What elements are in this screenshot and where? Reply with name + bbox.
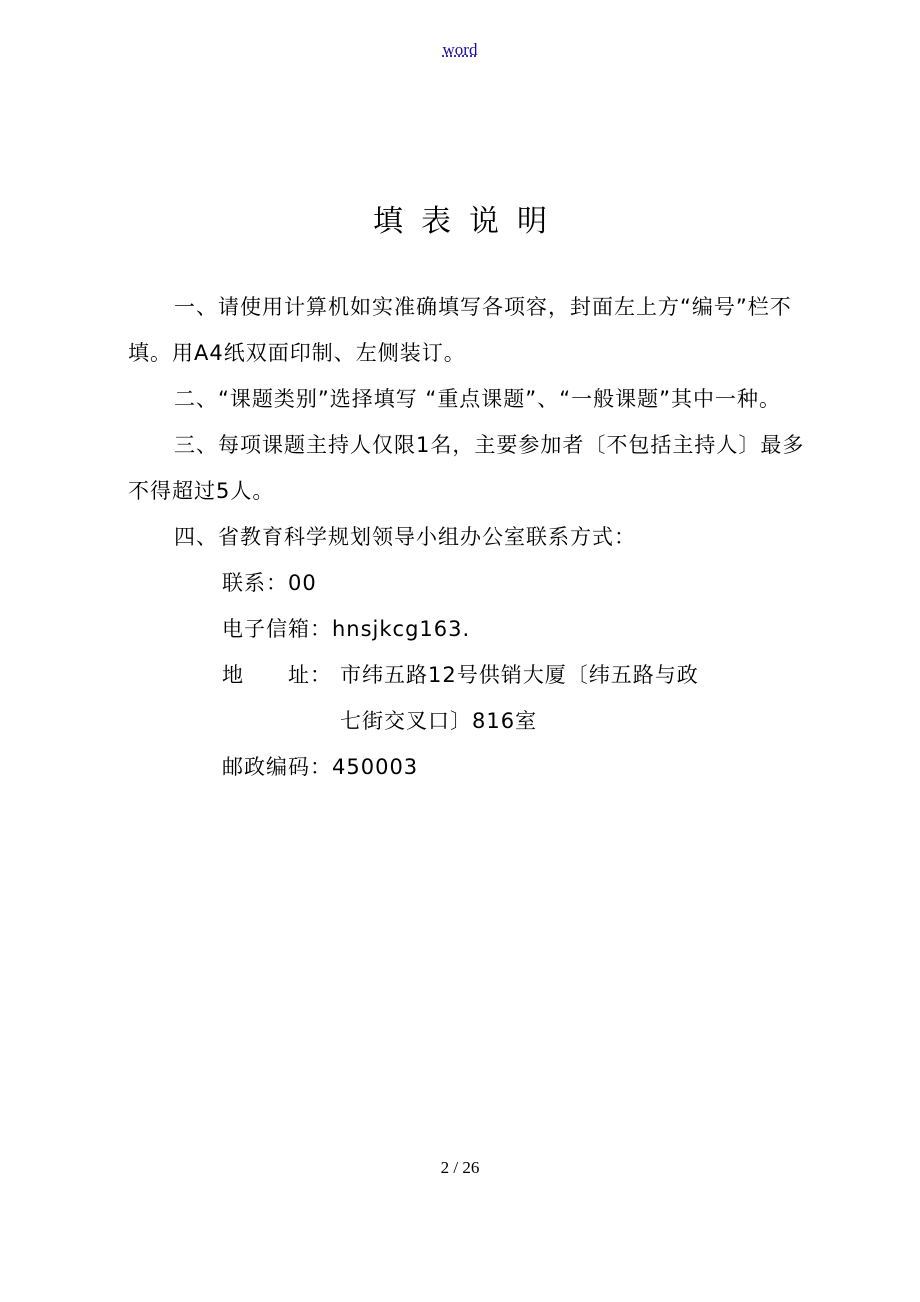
address-line-2: 七街交叉口〕816室 bbox=[340, 709, 538, 733]
contact-email: 电子信箱：hnsjkcg163. bbox=[222, 617, 471, 641]
instruction-paragraph-1: 一、请使用计算机如实准确填写各项容，封面左上方“编号”栏不填。用A4纸双面印制、左侧装订。 bbox=[128, 295, 792, 365]
header-word-link[interactable]: word bbox=[442, 40, 478, 59]
page-title: 填表说明 bbox=[373, 204, 565, 239]
page-number: 2 / 26 bbox=[440, 1158, 480, 1177]
address-label: 地 址： bbox=[222, 663, 332, 687]
contact-address bbox=[128, 652, 808, 698]
header-word-link-container bbox=[0, 40, 920, 60]
instruction-paragraph-4: 四、省教育科学规划领导小组办公室联系方式： bbox=[174, 525, 636, 549]
instruction-paragraph-3: 三、每项课题主持人仅限1名，主要参加者〔不包括主持人〕最多不得超过5人。 bbox=[128, 433, 805, 503]
contact-postcode: 邮政编码：450003 bbox=[222, 755, 419, 779]
contact-phone: 联系：00 bbox=[222, 571, 317, 595]
address-line-1: 市纬五路12号供销大厦〔纬五路与政 bbox=[340, 663, 699, 687]
instruction-paragraph-2: 二、“课题类别”选择填写 “重点课题”、“一般课题”其中一种。 bbox=[174, 387, 781, 411]
instructions-body bbox=[128, 284, 808, 790]
